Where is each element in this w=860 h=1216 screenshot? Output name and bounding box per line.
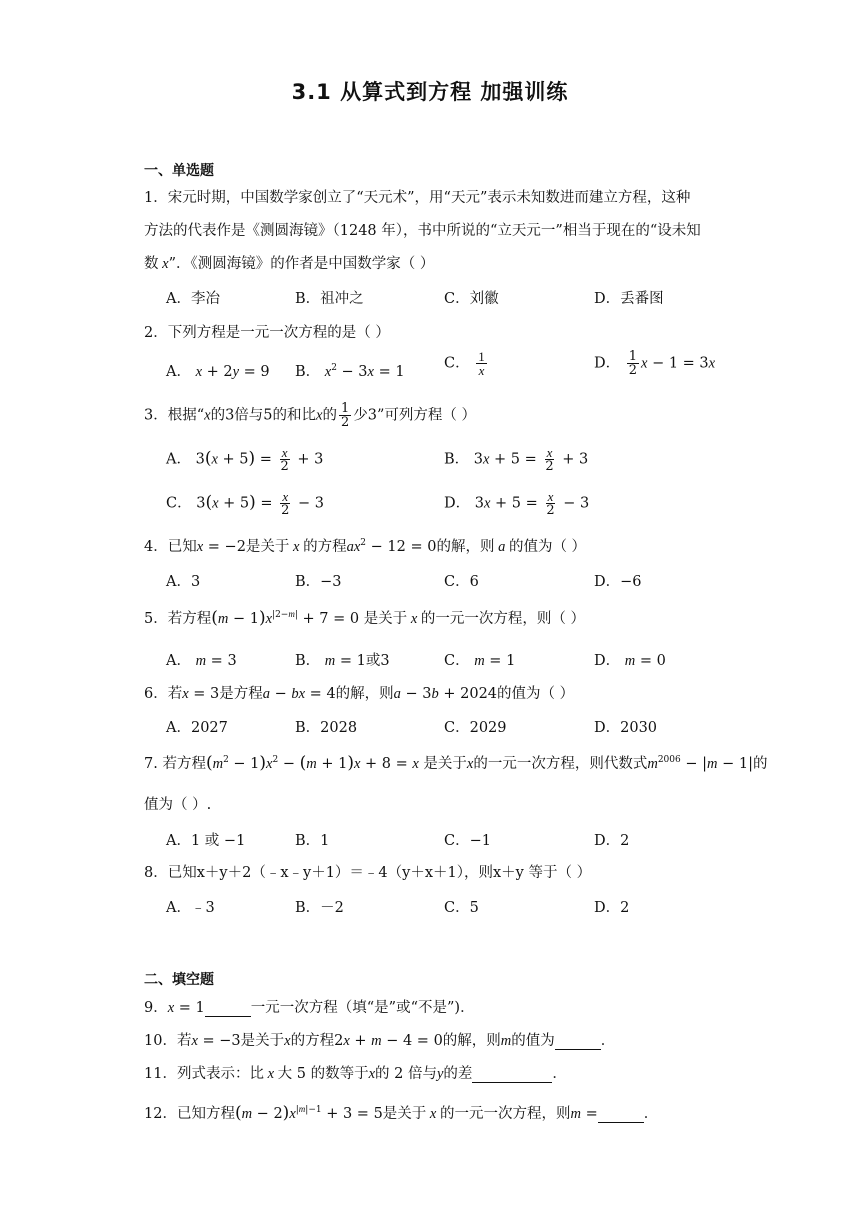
q9-answer-blank[interactable] [205, 1002, 251, 1017]
q11-stem: 11．列式表示：比 x 大 5 的数等于x的 2 倍与y的差 ． [144, 1066, 567, 1082]
q1-option-a: A．李冶 [166, 291, 220, 307]
q3-stem: 3．根据“x的3倍与5的和比x的 $\frac{1}{2}$ 少3”可列方程（ ） [144, 401, 476, 430]
q10-stem: 10．若x = −3是关于x的方程2x + m − 4 = 0的解，则m的值为 ． [144, 1033, 616, 1049]
q4-option-a: A．3 [166, 574, 201, 590]
q12-answer-blank[interactable] [598, 1108, 644, 1123]
q1-option-b: B．祖冲之 [295, 291, 364, 307]
q6-option-a: A．2027 [166, 720, 228, 736]
q4-option-c: C．6 [444, 574, 479, 590]
q7-option-d: D．2 [594, 833, 630, 849]
q9-stem: 9．x = 1 一元一次方程（填“是”或“不是”)． [144, 1000, 475, 1016]
q3-option-a: A． 3(x + 5) = $\frac{x}{2}$ + 3 [166, 445, 324, 474]
q1-line2: 方法的代表作是《测圆海镜》（1248 年），书中所说的“立天元一”相当于现在的“设未知 [144, 223, 701, 239]
q6-option-c: C．2029 [444, 720, 507, 736]
q5-option-c: C． m = 1 [444, 653, 516, 669]
q8-option-a: A．﹣3 [166, 900, 215, 916]
q3-option-d: D． 3x + 5 = $\frac{x}{2}$ − 3 [444, 489, 590, 518]
q2-option-a: A． x + 2y = 9 [166, 364, 270, 380]
q4-stem: 4．已知x = −2是关于 x 的方程$ax^2 - 12 = 0$的解，则 a 的值为（ ） [144, 538, 587, 555]
q2-option-d: D． $\frac{1}{2}$ x − 1 = 3x [594, 349, 716, 378]
section-fill-in: 二、填空题 [144, 972, 214, 988]
q2-option-b: B． $x^2 - 3x = 1$ [295, 363, 405, 380]
q5-option-d: D． m = 0 [594, 653, 666, 669]
q3-option-c: C． 3(x + 5) = $\frac{x}{2}$ − 3 [166, 489, 325, 518]
q1-line3: 数 x”．《测圆海镜》的作者是中国数学家（ ） [144, 256, 435, 272]
q1-line1: 1．宋元时期，中国数学家创立了“天元术”，用“天元”表示未知数进而建立方程，这种 [144, 190, 691, 206]
section-single-choice: 一、单选题 [144, 163, 214, 179]
q5-option-a: A． m = 3 [166, 653, 237, 669]
q8-option-b: B．－2 [295, 900, 344, 916]
q8-option-c: C．5 [444, 900, 479, 916]
page-title: 3.1 从算式到方程 加强训练 [291, 80, 569, 104]
q4-option-b: B．−3 [295, 574, 342, 590]
q2-stem: 2．下列方程是一元一次方程的是（ ） [144, 325, 390, 341]
q6-stem: 6．若x = 3是方程a − bx = 4的解，则a − 3b + 2024的值为（ ） [144, 686, 575, 702]
q6-option-d: D．2030 [594, 720, 658, 736]
q8-stem: 8．已知x＋y＋2（﹣x﹣y＋1）＝﹣4（y＋x＋1），则x＋y 等于（ ） [144, 865, 592, 881]
q2-option-c: C． $\frac{1}{x}$ [444, 349, 485, 378]
q5-stem: 5．若方程$(m - 1)x^{|2-m|} + 7 = 0$ 是关于 x 的一元一次方程，则（ ） [144, 608, 585, 628]
q7-stem: 7. 若方程$(m^2 - 1)x^2 - (m + 1)x + 8 = x$ 是关于x的一元一次方程，则代数式$m^{2006} - |m - 1|$的 [144, 753, 768, 773]
q7-option-a: A．1 或 −1 [166, 833, 246, 849]
q10-answer-blank[interactable] [555, 1035, 601, 1050]
q6-option-b: B．2028 [295, 720, 358, 736]
q1-option-d: D．丢番图 [594, 291, 664, 307]
q5-option-b: B． m = 1或3 [295, 653, 390, 669]
q8-option-d: D．2 [594, 900, 630, 916]
q7-line2: 值为（ ）. [144, 797, 212, 813]
q7-option-b: B．1 [295, 833, 330, 849]
q7-option-c: C．−1 [444, 833, 491, 849]
q4-option-d: D．−6 [594, 574, 642, 590]
q11-answer-blank[interactable] [472, 1068, 552, 1083]
q12-stem: 12．已知方程$(m - 2)x^{|m|-1} + 3 = 5$是关于 x 的一元一次方程，则m = ． [144, 1103, 659, 1123]
q3-option-b: B． 3x + 5 = $\frac{x}{2}$ + 3 [444, 445, 589, 474]
q1-option-c: C．刘徽 [444, 291, 499, 307]
